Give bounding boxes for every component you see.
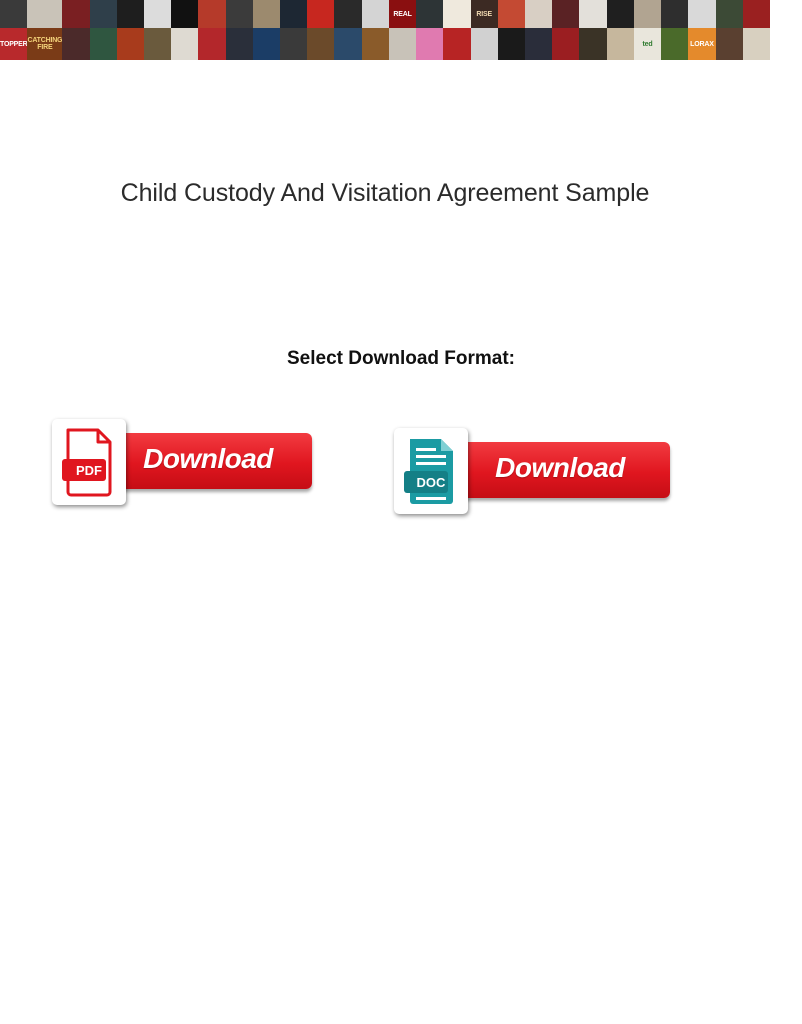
- pdf-download-label: Download: [143, 443, 273, 474]
- poster-tile: [144, 0, 171, 28]
- poster-tile: [416, 0, 443, 28]
- poster-tile: [117, 28, 144, 60]
- poster-tile: [607, 28, 634, 60]
- poster-tile: [498, 28, 525, 60]
- poster-tile: TOPPER: [0, 28, 27, 60]
- poster-tile: [362, 28, 389, 60]
- poster-banner: [0, 0, 770, 60]
- doc-download-label: Download: [495, 452, 625, 483]
- poster-tile: [171, 0, 198, 28]
- poster-tile: [253, 0, 280, 28]
- poster-tile: RISE: [471, 0, 498, 28]
- poster-tile: [280, 0, 307, 28]
- select-format-label: Select Download Format:: [286, 348, 516, 369]
- poster-tile: [579, 28, 606, 60]
- doc-file-label: DOC: [416, 475, 446, 490]
- poster-tile: ted: [634, 28, 661, 60]
- poster-tile: [117, 0, 144, 28]
- poster-tile: [226, 28, 253, 60]
- poster-tile: [661, 28, 688, 60]
- poster-tile: [552, 0, 579, 28]
- poster-tile: [498, 0, 525, 28]
- poster-tile: [607, 0, 634, 28]
- poster-tile: [0, 0, 27, 28]
- poster-tile: [198, 0, 225, 28]
- poster-tile: [62, 0, 89, 28]
- poster-tile: LORAX: [688, 28, 715, 60]
- poster-tile: [144, 28, 171, 60]
- poster-tile: [552, 28, 579, 60]
- poster-tile: [716, 0, 743, 28]
- poster-tile: [90, 28, 117, 60]
- poster-tile: [307, 0, 334, 28]
- poster-tile: [416, 28, 443, 60]
- poster-tile: [334, 0, 361, 28]
- poster-tile: [307, 28, 334, 60]
- poster-tile: [362, 0, 389, 28]
- poster-tile: [661, 0, 688, 28]
- pdf-file-label: PDF: [76, 463, 102, 478]
- poster-tile: [62, 28, 89, 60]
- poster-tile: [688, 0, 715, 28]
- doc-file-icon: [394, 428, 468, 514]
- poster-tile: [443, 28, 470, 60]
- poster-tile: [389, 28, 416, 60]
- pdf-file-icon: [52, 419, 126, 505]
- poster-tile: REAL: [389, 0, 416, 28]
- poster-tile: [471, 28, 498, 60]
- pdf-download-button[interactable]: [52, 419, 318, 509]
- poster-tile: [90, 0, 117, 28]
- poster-tile: [253, 28, 280, 60]
- poster-tile: [743, 28, 770, 60]
- poster-tile: [280, 28, 307, 60]
- poster-tile: [525, 28, 552, 60]
- doc-download-button[interactable]: [394, 428, 674, 518]
- poster-tile: [226, 0, 253, 28]
- poster-tile: [579, 0, 606, 28]
- poster-tile: [171, 28, 198, 60]
- poster-tile: CATCHING FIRE: [27, 28, 62, 60]
- poster-tile: [525, 0, 552, 28]
- page-title: Child Custody And Visitation Agreement Sample: [120, 179, 650, 207]
- pdf-download-bar[interactable]: [104, 433, 312, 489]
- poster-tile: [334, 28, 361, 60]
- poster-tile: [743, 0, 770, 28]
- doc-download-bar[interactable]: [450, 442, 670, 498]
- poster-tile: [198, 28, 225, 60]
- poster-tile: [634, 0, 661, 28]
- poster-tile: [27, 0, 62, 28]
- poster-tile: [443, 0, 470, 28]
- poster-tile: [716, 28, 743, 60]
